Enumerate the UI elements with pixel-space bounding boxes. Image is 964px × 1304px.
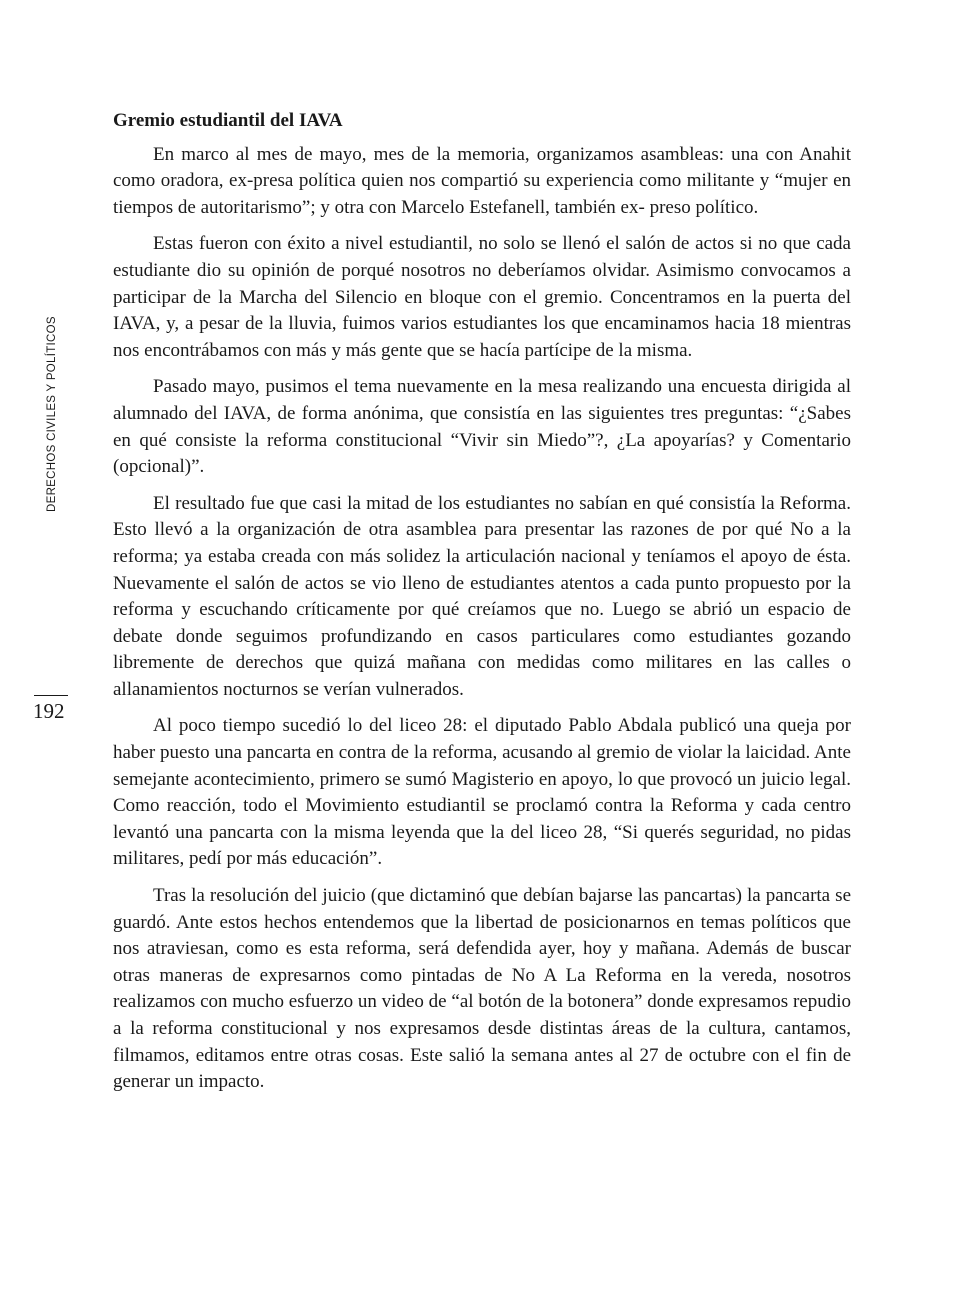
paragraph: El resultado fue que casi la mitad de los estudiantes no sabían en qué consistía la Reforma. Esto llevó a la organización de otra asamblea para presentar las razones de por qué No a la reforma; ya estaba creada con más solidez la articulación nacional y teníamos el apoyo de ésta. Nuevamente el salón de actos se vio lleno de estudiantes atentos a cada punto propuesto por la reforma y escuchando críticamente por qué creíamos que no. Luego se abrió un espacio de debate donde seguimos profundizando en casos particulares como estudiantes gozando libremente de derechos que quizá mañana con medidas como militares en las calles o allanamientos nocturnos se verían vulnerados. bbox=[113, 492, 851, 700]
body-text bbox=[113, 108, 851, 1106]
paragraph: Pasado mayo, pusimos el tema nuevamente en la mesa realizando una encuesta dirigida al alumnado del IAVA, de forma anónima, que consistía en las siguientes tres preguntas: “¿Sabes en qué consiste la reforma constitucional “Vivir sin Miedo”?, ¿La apoyarías? y Comentario (opcional)”. bbox=[113, 376, 851, 478]
paragraph: Al poco tiempo sucedió lo del liceo 28: el diputado Pablo Abdala publicó una queja por haber puesto una pancarta en contra de la reforma, acusando al gremio de violar la laicidad. Ante semejante acontecimiento, primero se sumó Magisterio en apoyo, lo que provocó un juicio legal. Como reacción, todo el Movimiento estudiantil se proclamó contra la Reforma y cada centro levantó una pancarta con la misma leyenda que la del liceo 28, “Si querés seguridad, no pidas militares, pedí por más educación”. bbox=[113, 715, 851, 870]
paragraph: En marco al mes de mayo, mes de la memoria, organizamos asambleas: una con Anahit como oradora, ex-presa política quien nos compartió su experiencia como militante y “mujer en tiempos de autoritarismo”; y otra con Marcelo Estefanell, también ex- preso político. bbox=[113, 143, 851, 218]
section-title: Gremio estudiantil del IAVA bbox=[113, 110, 343, 131]
paragraph: Tras la resolución del juicio (que dictaminó que debían bajarse las pancartas) la pancarta se guardó. Ante estos hechos entendemos que la libertad de posicionarnos en temas políticos que nos atraviesan, como es esta reforma, será defendida ayer, hoy y mañana. Además de buscar otras maneras de expresarnos como pintadas de No A La Reforma en la vereda, nosotros realizamos con mucho esfuerzo un video de “al botón de la botonera” donde expresamos repudio a la reforma constitucional y nos expresamos desde distintas áreas de la cultura, cantamos, filmamos, editamos entre otras cosas. Este salió la semana antes al 27 de octubre con el fin de generar un impacto. bbox=[113, 885, 851, 1093]
page-number-rule bbox=[34, 695, 68, 696]
page-number: 192 bbox=[33, 699, 65, 723]
running-head: DERECHOS CIVILES Y POLÍTICOS bbox=[46, 316, 58, 512]
paragraph: Estas fueron con éxito a nivel estudiantil, no solo se llenó el salón de actos si no que cada estudiante dio su opinión de porqué nosotros no deberíamos olvidar. Asimismo convocamos a participar de la Marcha del Silencio en bloque con el gremio. Concentramos en la puerta del IAVA, y, a pesar de la lluvia, fuimos varios estudiantes los que encaminamos hacia 18 mientras nos encontrábamos con más y más gente que se hacía partícipe de la misma. bbox=[113, 233, 851, 361]
